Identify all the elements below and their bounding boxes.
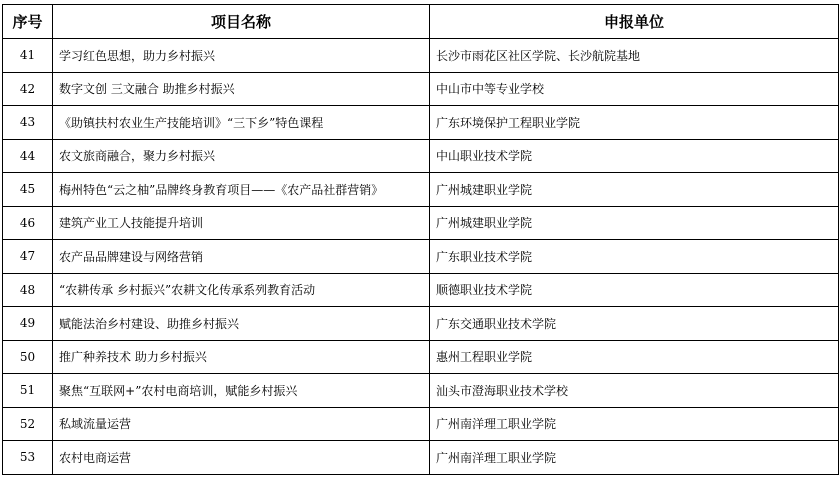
project-name-cell: 农文旅商融合，聚力乡村振兴 <box>53 139 430 173</box>
table-row <box>3 273 839 307</box>
project-name-cell: 私域流量运营 <box>53 407 430 441</box>
applicant-unit-cell: 中山市中等专业学校 <box>430 72 839 106</box>
table-row <box>3 340 839 374</box>
applicant-unit-cell: 中山职业技术学院 <box>430 139 839 173</box>
project-name-cell: 聚焦“互联网+”农村电商培训，赋能乡村振兴 <box>53 374 430 408</box>
applicant-unit-cell: 广东交通职业技术学院 <box>430 307 839 341</box>
serial-number-cell: 43 <box>3 106 53 140</box>
applicant-unit-cell: 广东职业技术学院 <box>430 240 839 274</box>
table-row <box>3 206 839 240</box>
table-row <box>3 407 839 441</box>
project-name-cell: 推广种养技术 助力乡村振兴 <box>53 340 430 374</box>
serial-number-cell: 42 <box>3 72 53 106</box>
header-project-name: 项目名称 <box>53 5 430 39</box>
project-name-cell: 梅州特色“云之柚”品牌终身教育项目——《农产品社群营销》 <box>53 173 430 207</box>
project-name-cell: 学习红色思想，助力乡村振兴 <box>53 39 430 73</box>
applicant-unit-cell: 广东环境保护工程职业学院 <box>430 106 839 140</box>
serial-number-cell: 52 <box>3 407 53 441</box>
serial-number-cell: 51 <box>3 374 53 408</box>
serial-number-cell: 49 <box>3 307 53 341</box>
table-row <box>3 307 839 341</box>
serial-number-cell: 44 <box>3 139 53 173</box>
table-header-row <box>3 5 839 39</box>
table-row <box>3 106 839 140</box>
serial-number-cell: 47 <box>3 240 53 274</box>
project-name-cell: 数字文创 三文融合 助推乡村振兴 <box>53 72 430 106</box>
project-table <box>2 4 839 475</box>
applicant-unit-cell: 长沙市雨花区社区学院、长沙航院基地 <box>430 39 839 73</box>
project-name-cell: 赋能法治乡村建设、助推乡村振兴 <box>53 307 430 341</box>
serial-number-cell: 45 <box>3 173 53 207</box>
applicant-unit-cell: 汕头市澄海职业技术学校 <box>430 374 839 408</box>
table-row <box>3 441 839 475</box>
applicant-unit-cell: 广州城建职业学院 <box>430 173 839 207</box>
applicant-unit-cell: 广州城建职业学院 <box>430 206 839 240</box>
serial-number-cell: 48 <box>3 273 53 307</box>
applicant-unit-cell: 广州南洋理工职业学院 <box>430 441 839 475</box>
project-name-cell: “农耕传承 乡村振兴”农耕文化传承系列教育活动 <box>53 273 430 307</box>
project-name-cell: 《助镇扶村农业生产技能培训》“三下乡”特色课程 <box>53 106 430 140</box>
applicant-unit-cell: 惠州工程职业学院 <box>430 340 839 374</box>
serial-number-cell: 53 <box>3 441 53 475</box>
table-body <box>3 39 839 475</box>
header-serial-number: 序号 <box>3 5 53 39</box>
table-row <box>3 173 839 207</box>
table-row <box>3 139 839 173</box>
applicant-unit-cell: 广州南洋理工职业学院 <box>430 407 839 441</box>
table-row <box>3 39 839 73</box>
serial-number-cell: 46 <box>3 206 53 240</box>
header-applicant-unit: 申报单位 <box>430 5 839 39</box>
applicant-unit-cell: 顺德职业技术学院 <box>430 273 839 307</box>
project-name-cell: 农村电商运营 <box>53 441 430 475</box>
table-row <box>3 374 839 408</box>
table-row <box>3 240 839 274</box>
serial-number-cell: 50 <box>3 340 53 374</box>
serial-number-cell: 41 <box>3 39 53 73</box>
project-name-cell: 农产品品牌建设与网络营销 <box>53 240 430 274</box>
project-name-cell: 建筑产业工人技能提升培训 <box>53 206 430 240</box>
table-row <box>3 72 839 106</box>
